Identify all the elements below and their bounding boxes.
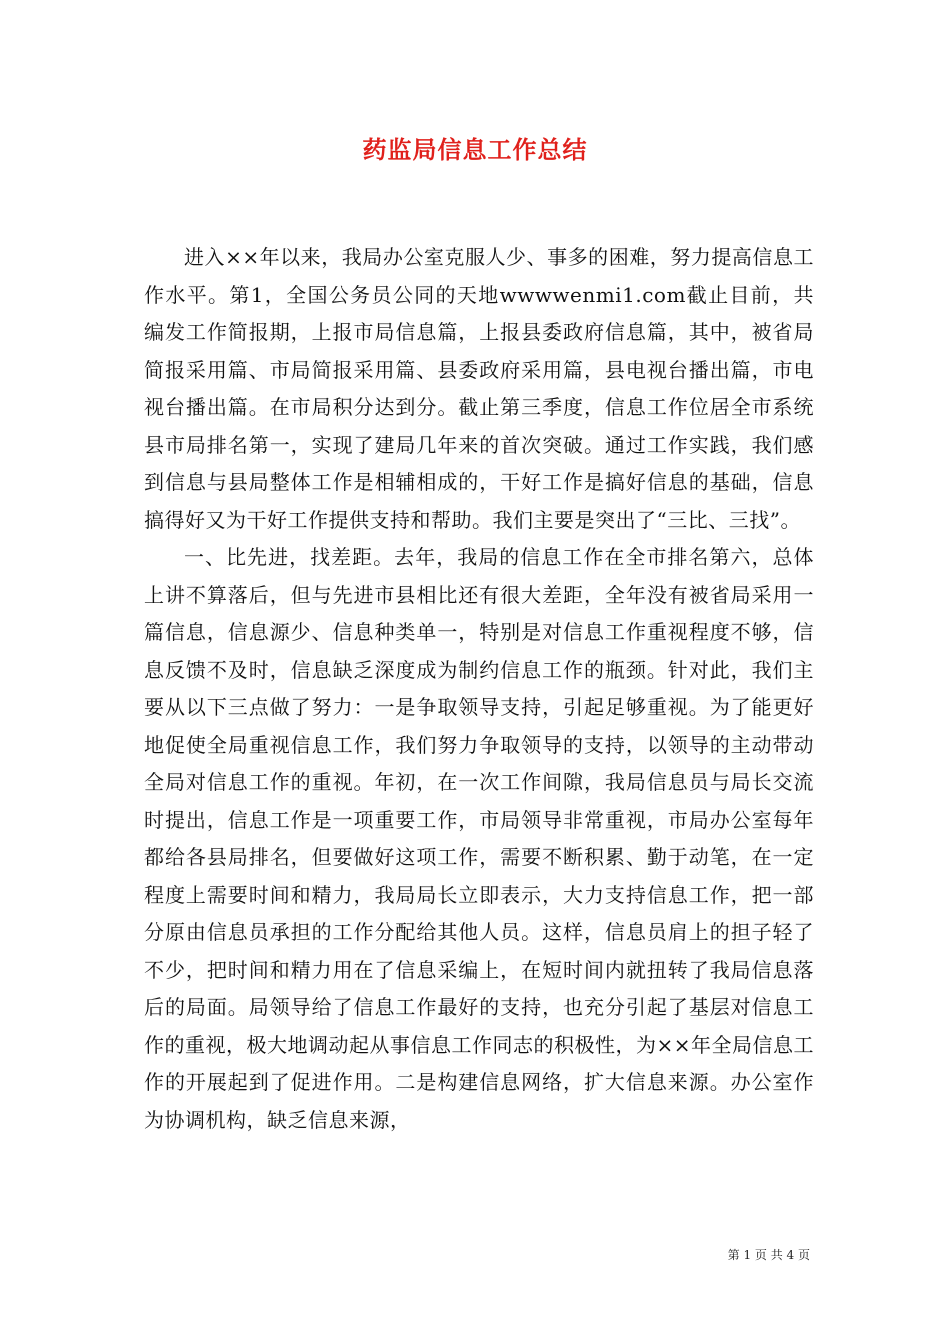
paragraph-intro: 进入××年以来，我局办公室克服人少、事多的困难，努力提高信息工作水平。第1，全国公务员公同的天地wwwwenmi1.com截止目前，共编发工作简报期，上报市局信息篇，上报县委政府信息篇，其中，被省局简报采用篇、市局简报采用篇、县委政府采用篇，县电视台播出篇，市电视台播出篇。在市局积分达到分。截止第三季度，信息工作位居全市系统县市局排名第一，实现了建局几年来的首次突破。通过工作实践，我们感到信息与县局整体工作是相辅相成的，干好工作是搞好信息的基础，信息搞得好又为干好工作提供支持和帮助。我们主要是突出了“三比、三找”。 <box>144 245 814 532</box>
document-title: 药监局信息工作总结 <box>362 135 588 164</box>
paragraph-section-one: 一、比先进，找差距。去年，我局的信息工作在全市排名第六，总体上讲不算落后，但与先进市县相比还有很大差距，全年没有被省局采用一篇信息，信息源少、信息种类单一，特别是对信息工作重视程度不够，信息反馈不及时，信息缺乏深度成为制约信息工作的瓶颈。针对此，我们主要从以下三点做了努力：一是争取领导支持，引起足够重视。为了能更好地促使全局重视信息工作，我们努力争取领导的支持，以领导的主动带动全局对信息工作的重视。年初，在一次工作间隙，我局信息员与局长交流时提出，信息工作是一项重要工作，市局领导非常重视，市局办公室每年都给各县局排名，但要做好这项工作，需要不断积累、勤于动笔，在一定程度上需要时间和精力，我局局长立即表示，大力支持信息工作，把一部分原由信息员承担的工作分配给其他人员。这样，信息员肩上的担子轻了不少，把时间和精力用在了信息采编上，在短时间内就扭转了我局信息落后的局面。局领导给了信息工作最好的支持，也充分引起了基层对信息工作的重视，极大地调动起从事信息工作同志的积极性，为××年全局信息工作的开展起到了促进作用。二是构建信息网络，扩大信息来源。办公室作为协调机构，缺乏信息来源， <box>144 545 815 1132</box>
document-body <box>144 239 814 1139</box>
page-number-footer: 第 1 页 共 4 页 <box>727 1248 810 1262</box>
